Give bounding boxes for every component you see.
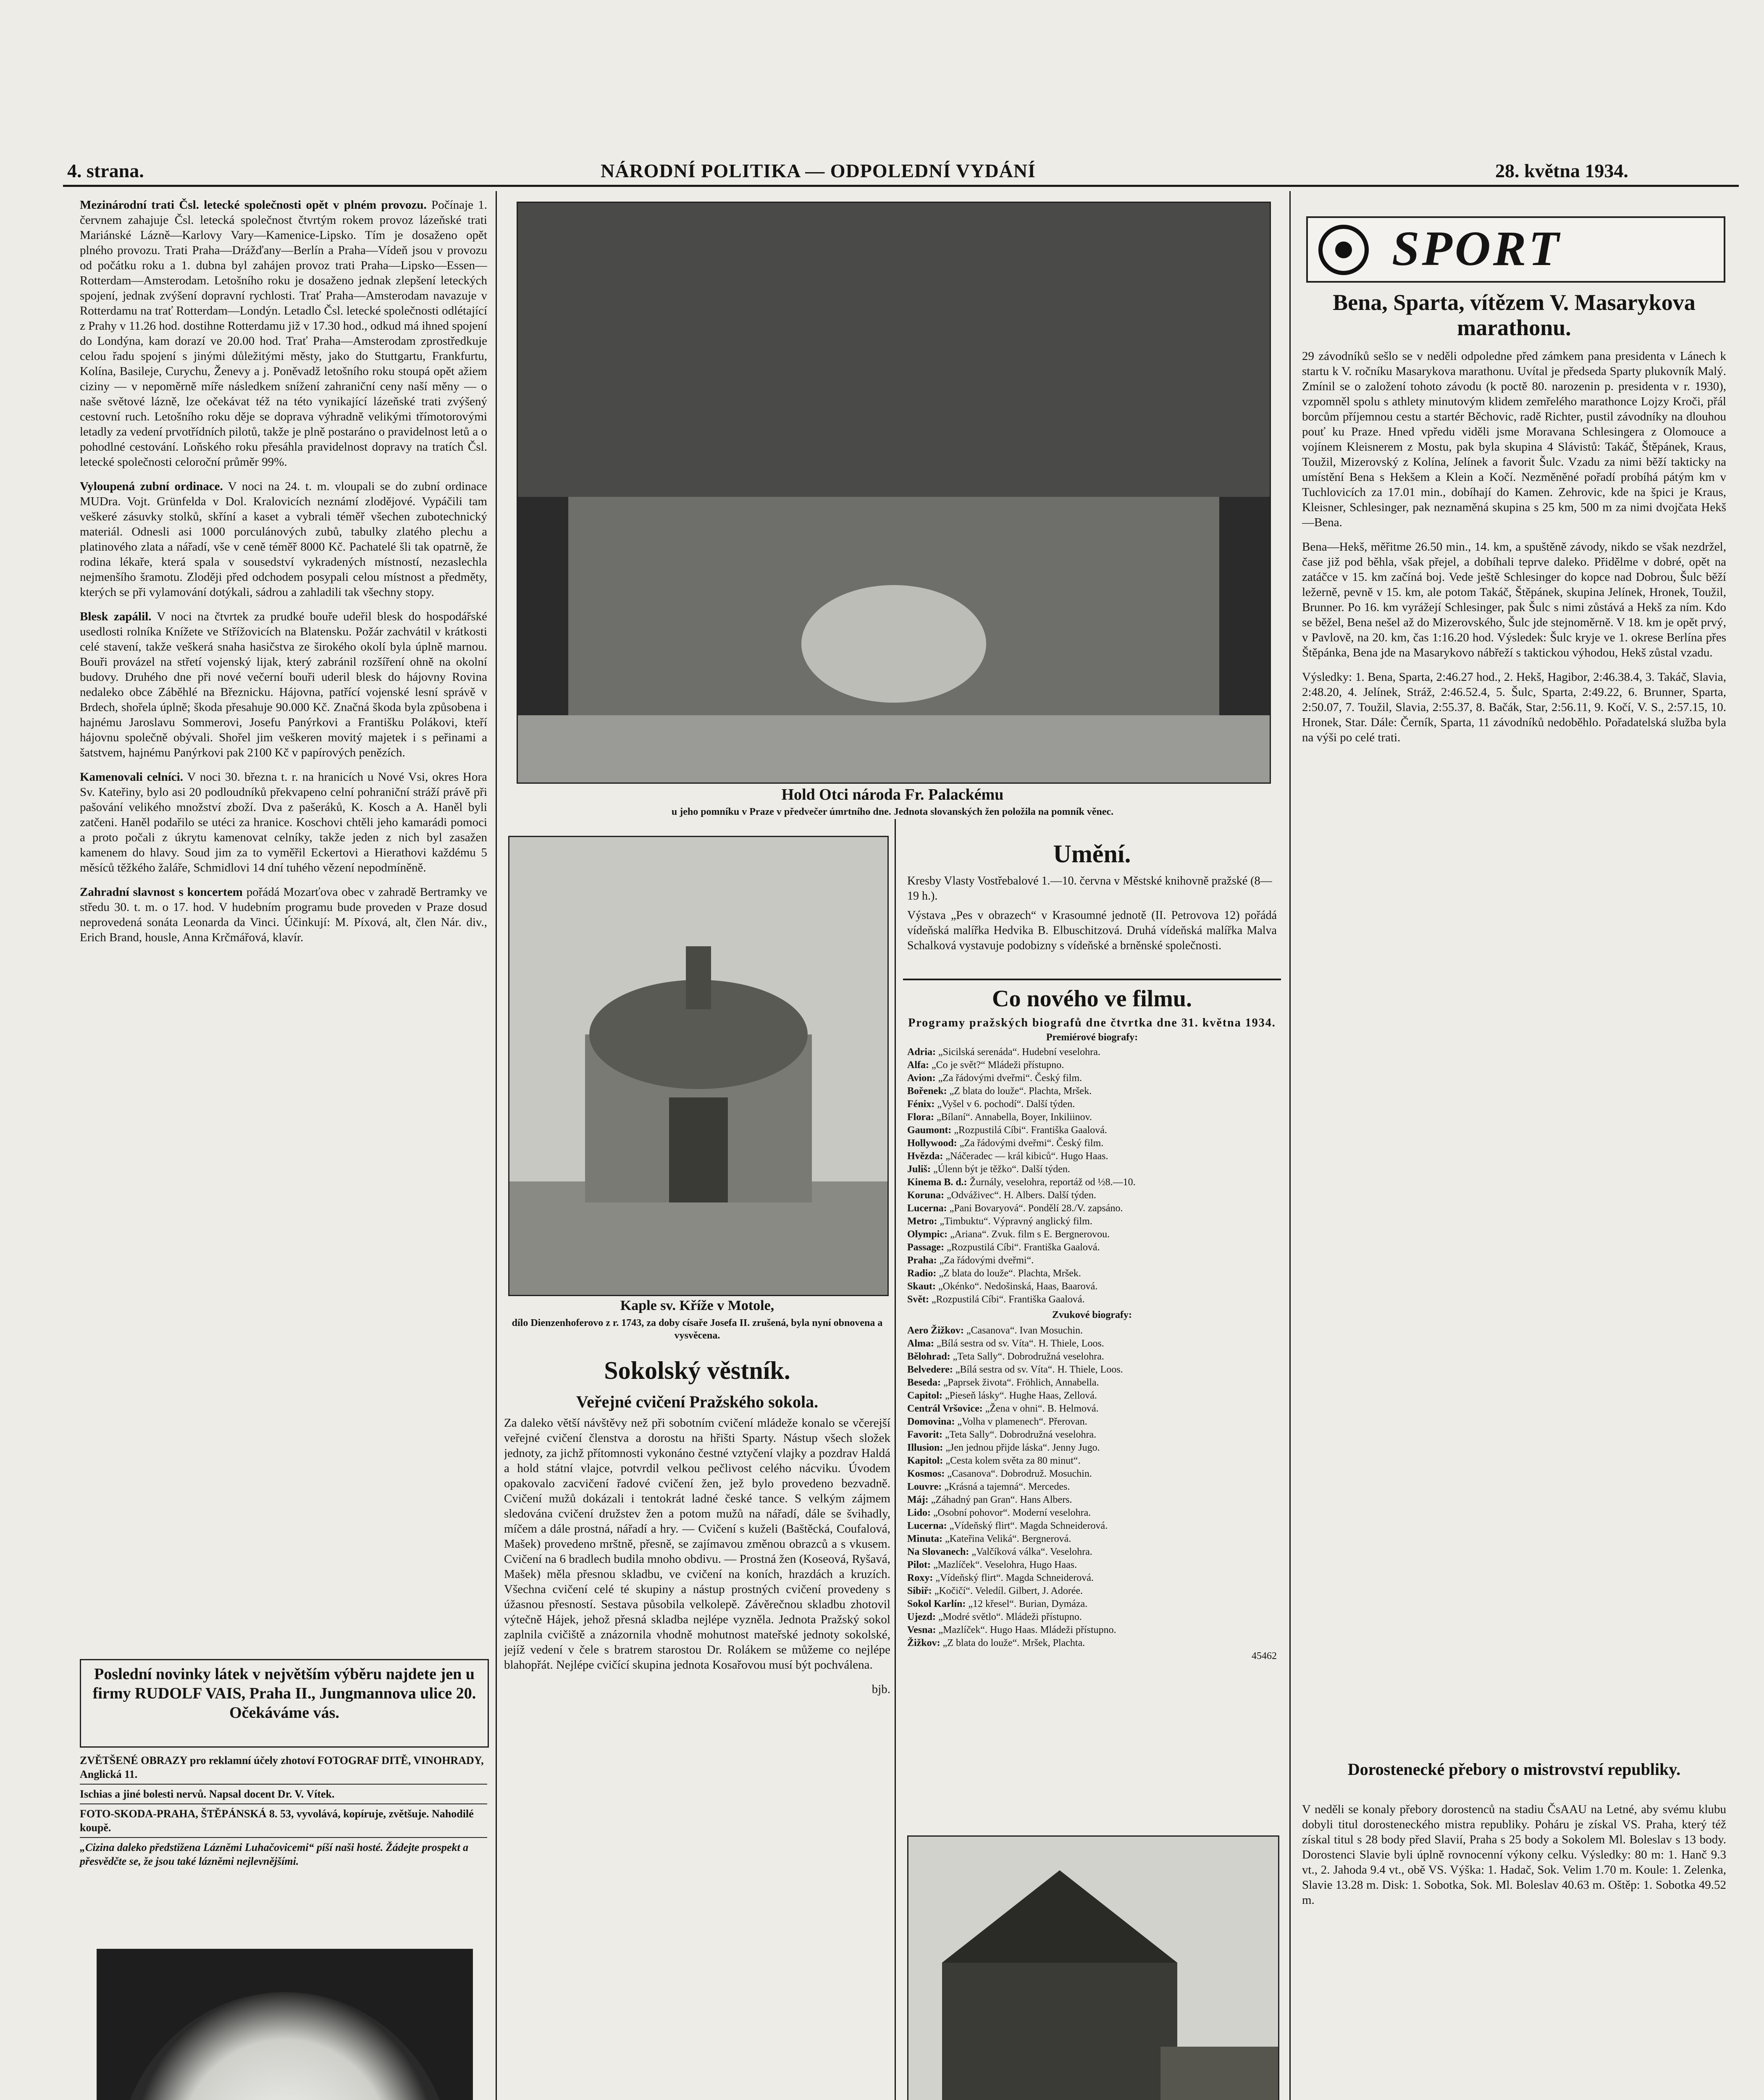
header-rule bbox=[63, 185, 1739, 187]
column-rule-2 bbox=[1289, 191, 1291, 2100]
film-listing: Alfa: „Co je svět?“ Mládeži přístupno. bbox=[907, 1060, 1064, 1071]
film-block bbox=[907, 1016, 1277, 1663]
small-ads bbox=[80, 1754, 487, 1871]
film-listing: Alma: „Bílá sestra od sv. Víta“. H. Thiele, Loos. bbox=[907, 1338, 1104, 1349]
chapel-caption: Kaple sv. Kříže v Motole, bbox=[620, 1298, 774, 1313]
left-column-text bbox=[80, 197, 487, 1667]
article-head-airline: Mezinárodní trati Čsl. letecké společnosti opět v plném provozu. bbox=[80, 198, 427, 212]
ad-luhacovice: „Cizina daleko předstižena Lázněmi Luhačovicemi“ píší naši hosté. Žádejte prospekt a přesvědčte se, že jsou také lázněmi nejlevnějšími. bbox=[80, 1841, 469, 1867]
sport-banner bbox=[1306, 216, 1725, 283]
film-listing: Gaumont: „Rozpustilá Cíbi“. Františka Gaalová. bbox=[907, 1125, 1107, 1136]
marathon-para-1: 29 závodníků sešlo se v neděli odpoledne před zámkem pana presidenta v Lánech k startu k V. ročníku Masarykova marathonu. Uvítal je předseda Sparty plukovník Malý. Zmínil se o založení tohoto závodu (k poctě 80. narozenin p. presidenta v r. 1930), vzpomněl spolu s athlety minutovým klidem zemřelého marathonce Lojzy Kroči, přál borcům příjemnou cestu a startér Běchovic, radě Richter, pustil závodníky na dlouhou pouť ku Praze. Hned vpředu viděli jsme Moravana Schlesingera z Olomouce a vojínem Kleisnerem z Mostu, pak byla skupina 4 Slávistů: Takáč, Štěpánek, Kraus, Toužil, Mizerovský z Kolína, Jelínek a favorit Šulc. Vzadu za nimi běží takticky na umístění Bena s Hekšem a Klein a Kočí. Nezměněné pořadí probíhá pátým km v Tuchlovicích za 17.01 min., dobíhají do Kamen. Zehrovic, kde na špici je Kraus, Kleisner, Schlesinger, pak neznaměná skupina s 25 km, 500 m za nimi dvojčata Hekš—Bena. bbox=[1302, 349, 1726, 529]
palacky-caption: Hold Otci národa Fr. Palackému bbox=[781, 786, 1004, 803]
film-listing: Hollywood: „Za řádovými dveřmi“. Český film. bbox=[907, 1138, 1104, 1149]
marathon-article bbox=[1302, 349, 1726, 1449]
ad-dite: ZVĚTŠENÉ OBRAZY pro reklamní účely zhotoví FOTOGRAF DITĚ, VINOHRADY, Anglická 11. bbox=[80, 1754, 487, 1785]
article-head-customs: Kamenovali celníci. bbox=[80, 770, 183, 784]
film-listing: Centrál Vršovice: „Žena v ohni“. B. Helmová. bbox=[907, 1403, 1099, 1414]
dorost-article bbox=[1302, 1802, 1726, 2100]
sokol-title: Sokolský věstník. bbox=[604, 1357, 790, 1384]
film-listing: Roxy: „Vídeňský flirt“. Magda Schneiderová. bbox=[907, 1572, 1094, 1583]
sokol-headline: Veřejné cvičení Pražského sokola. bbox=[576, 1392, 819, 1411]
film-listing: Fénix: „Vyšel v 6. pochodí“. Další týden. bbox=[907, 1099, 1075, 1110]
film-code: 45462 bbox=[1252, 1651, 1277, 1662]
marathon-headline: Bena, Sparta, vítězem V. Masarykova marathonu. bbox=[1333, 290, 1696, 340]
film-rule bbox=[903, 979, 1281, 980]
film-listing: Skaut: „Okénko“. Nedošinská, Haas, Baarová. bbox=[907, 1281, 1098, 1292]
palacky-subcaption: u jeho pomníku v Praze v předvečer úmrtního dne. Jednota slovanských žen položila na pomník věnec. bbox=[671, 806, 1114, 817]
film-listing: Favorit: „Teta Sally“. Dobrodružná veselohra. bbox=[907, 1429, 1097, 1440]
film-listing: Olympic: „Ariana“. Zvuk. film s E. Bergnerovou. bbox=[907, 1229, 1110, 1240]
cactus-photo bbox=[97, 1949, 473, 2100]
film-listing: Radio: „Z blata do louže“. Plachta, Mršek. bbox=[907, 1268, 1081, 1279]
marathon-results: Výsledky: 1. Bena, Sparta, 2:46.27 hod., 2. Hekš, Hagibor, 2:46.38.4, 3. Takáč, Slavia, 2:48.20, 4. Jelínek, Stráž, 2:46.52.4, 5. Šulc, Sparta, 2:49.22, 6. Brunner, Sparta, 2:50.07, 7. Toužil, Slavia, 2:55.37, 8. Bačák, Star, 2:56.11, 9. Kočí, V. S., 2:57.15, 10. Hronek, Star. Dále: Černík, Sparta, 11 závodníků nedoběhlo. Pořadatelská služba byla na výši po celé trati. bbox=[1302, 670, 1726, 744]
article-customs: V noci 30. března t. r. na hranicích u Nové Vsi, okres Hora Sv. Kateřiny, bylo asi 20 podloudníků překvapeno celní pohraniční stráží právě při pašování velikého množství zboží. Dva z pašeráků, K. Kosch a A. Haněl byli zatčeni. Haněl podařilo se utéci za hranice. Koschovi chtěli jeho kamarádi pomoci a proto počali z úkrytu kamenovat celníky, takže jeden z nich byl zasažen kamenem do hlavy. Soud jim za to vyměřil Eckertovi a Hierathovi každému 5 měsíců těžkého žaláře, Schmidlovi 14 dní tuhého vězení nepodmíněně. bbox=[80, 770, 487, 874]
cactus-flower-icon bbox=[98, 1950, 472, 2100]
umeni-block bbox=[907, 874, 1277, 953]
film-headline: Programy pražských biografů dne čtvrtka dne 31. května 1934. bbox=[908, 1016, 1276, 1029]
film-listing: Capitol: „Pieseň lásky“. Hughe Haas, Zellová. bbox=[907, 1390, 1097, 1401]
building-icon bbox=[908, 1837, 1278, 2100]
article-head-dentist: Vyloupená zubní ordinace. bbox=[80, 480, 223, 493]
sokol-text: Za dalekо větší návštěvy než při sobotním cvičení mládeže konalo se včerejší veřejné cvičení členstva a dorostu na hřišti Sparty. Nástup všech složek jednoty, za jichž přítomnosti vykonáno čestné vztyčení vlajky a pozdrav Haldá a hold státní vlajce, potvrdil velkou pečlivost celého nácviku. Úvodem opakovalo zacvičení řadové cvičení žen, jež bylo provedeno bezvadně. Cvičení mužů dokázali i tentokrát ladné české tance. S velkým zájmem sledována cvičení družstev žen a potom mužů na nářadí, dále se švihadly, míčem a dále prostná, nářadí a hry. — Cvičení s kuželi (Baštěcká, Coufalová, Mašek) provedeno mrštně, přesně, se zajímavou změnou obrazců a s vkusem. Cvičení na 6 bradlech budila mnoho obdivu. — Prostná žen (Koseová, Ryšavá, Mašek) měla přesnou skladbu, ve cvičení na koních, hrazdách a kruzích. Všechna cvičení celé té skupiny a nástup prostných cvičení provedeny s úžasnou přesností. Sestava působila velkolepě. Závěrečnou skladbu zhotovil výtečně Hájek, jehož přesná skladba nejlépe vyzněla. Jednota Pražský sokol zaplnila cvičiště a znázornila vhodně mohutnost mateřské jednoty sokolské, jejíž vedení v čele s bratrem starostou Dr. Rolákem se můžeme co nejlépe blahopřát. Nejlépe cvičící skupina jednota Kosařovou musí být pochválena. bbox=[504, 1416, 890, 1672]
film-listing: Beseda: „Paprsek života“. Fröhlich, Annabella. bbox=[907, 1377, 1099, 1388]
film-listing: Kosmos: „Casanova“. Dobrodruž. Mosuchin. bbox=[907, 1468, 1092, 1479]
film-listing: Svět: „Rozpustilá Cíbi“. Františka Gaalová. bbox=[907, 1294, 1085, 1305]
film-listing: Juliš: „Úlenn být je těžko“. Další týden. bbox=[907, 1164, 1070, 1175]
film-sub-premiere: Premiérové biografy: bbox=[1046, 1032, 1138, 1043]
film-listing: Koruna: „Odváživec“. H. Albers. Další týden. bbox=[907, 1190, 1096, 1201]
film-listing: Avion: „Za řádovými dveřmi“. Český film. bbox=[907, 1073, 1082, 1084]
ad-vais-text: Poslední novinky látek v největším výběru najdete jen u firmy RUDOLF VAIS, Praha II., Jungmannova ulice 20. Očekáváme vás. bbox=[92, 1665, 476, 1722]
film-listing: Lucerna: „Pani Bovaryová“. Pondělí 28./V. zapsáno. bbox=[907, 1203, 1123, 1214]
masthead: NÁRODNÍ POLITIKA — ODPOLEDNÍ VYDÁNÍ bbox=[601, 160, 1036, 181]
film-listing: Na Slovanech: „Valčíková válka“. Veselohra. bbox=[907, 1546, 1092, 1557]
chapel-building-icon bbox=[509, 837, 887, 1295]
film-listing: Sokol Karlín: „12 křesel“. Burian, Dymáza. bbox=[907, 1599, 1088, 1609]
ad-vais bbox=[80, 1659, 489, 1748]
film-listing: Hvězda: „Náčeradec — král kibiců“. Hugo Haas. bbox=[907, 1151, 1108, 1162]
film-listing: Praha: „Za řádovými dveřmi“. bbox=[907, 1255, 1034, 1266]
page-number: 4. strana. bbox=[67, 160, 144, 181]
umeni-title: Umění. bbox=[1053, 840, 1131, 868]
film-sub-sound: Zvukové biografy: bbox=[1052, 1310, 1132, 1320]
film-listing: Žižkov: „Z blata do louže“. Mršek, Plachta. bbox=[907, 1638, 1085, 1648]
umeni-line: Kresby Vlasty Vostřebalové 1.—10. června v Městské knihovně pražské (8—19 h.). bbox=[907, 874, 1272, 903]
film-listing: Bořenek: „Z blata do louže“. Plachta, Mršek. bbox=[907, 1086, 1092, 1097]
film-listing: Lido: „Osobní pohovor“. Moderní veselohra. bbox=[907, 1507, 1091, 1518]
film-listing: Kapitol: „Cesta kolem světa za 80 minut“. bbox=[907, 1455, 1081, 1466]
article-dentist: V noci na 24. t. m. vloupali se do zubní ordinace MUDra. Vojt. Grünfelda v Dol. Kralovicích neznámí zlodějové. Vypáčili tam veškeré zásuvky stolků, skříní a kaset a vybrali téměř všechen zubotechnický materiál. Odnesli asi 1000 porculánových zubů, tabulky zlatého plechu a platinového zlata a nářadí, vše v ceně téměř 8000 Kč. Pachatelé šli tak opatrně, že rodina lékaře, která spala v sousedství vykradených místností, nezaslechla nejmenšího šramotu. Zloději před odchodem posypali celou místnost a předměty, kterých se při vylamování dotýkali, sádrou a zahladili tak všechny stopy. bbox=[80, 480, 487, 599]
film-listing: Bělohrad: „Teta Sally“. Dobrodružná veselohra. bbox=[907, 1351, 1104, 1362]
umeni-line: Výstava „Pes v obrazech“ v Krasoumné jednotě (II. Petrovova 12) pořádá vídeňská malířka Hedvika B. Elbuschitzová. Druhá vídeňská malířka Malva Schalková vystavuje podobizny s vídeňské a brněnské společnosti. bbox=[907, 909, 1277, 952]
sokol-signature: bjb. bbox=[872, 1683, 890, 1696]
film-listing: Illusion: „Jen jednou přijde láska“. Jenny Jugo. bbox=[907, 1442, 1100, 1453]
film-listing: Aero Žižkov: „Casanova“. Ivan Mosuchin. bbox=[907, 1325, 1083, 1336]
film-listing: Flora: „Bílaní“. Annabella, Boyer, Inkiliinov. bbox=[907, 1112, 1092, 1123]
memorial-scene-icon bbox=[518, 203, 1270, 782]
film-listing: Domovina: „Volha v plamenech“. Přerovan. bbox=[907, 1416, 1087, 1427]
film-listing: Pilot: „Mazlíček“. Veselohra, Hugo Haas. bbox=[907, 1559, 1077, 1570]
dorost-text: V neděli se konaly přebory dorostenců na stadiu ČsAAU na Letné, aby svému klubu dobyli titul dorosteneckého mistra republiky. Poháru je získal VS. Praha, který též získal titul s 28 body před Slavií, Praha s 25 body a Sokolem Ml. Boleslav s 13 body. Dorostenci Slavie byli úplně rovnocenní výkony celku. Výsledky: 80 m: 1. Hanč 9.3 vt., 2. Jahoda 9.4 vt., obě VS. Výška: 1. Hadač, Sok. Velim 1.70 m. Koule: 1. Zelenka, Slavie 13.28 m. Disk: 1. Sobotka, Sok. Ml. Boleslav 40.63 m. Oštěp: 1. Sobotka 49.52 m. bbox=[1302, 1803, 1726, 1907]
film-listing: Metro: „Timbuktu“. Výpravný anglický film. bbox=[907, 1216, 1092, 1227]
film-listing: Louvre: „Krásná a tajemná“. Mercedes. bbox=[907, 1481, 1070, 1492]
sport-banner-text: SPORT bbox=[1392, 221, 1562, 276]
film-title: Co nového ve filmu. bbox=[992, 986, 1192, 1012]
film-listing: Sibiř: „Kočičí“. Veledíl. Gilbert, J. Adorée. bbox=[907, 1586, 1083, 1596]
film-listing: Belvedere: „Bílá sestra od sv. Víta“. H. Thiele, Loos. bbox=[907, 1364, 1123, 1375]
film-listing: Lucerna: „Vídeňský flirt“. Magda Schneiderová. bbox=[907, 1520, 1108, 1531]
marathon-para-2: Bena—Hekš, měřitme 26.50 min., 14. km, a spuštěně závody, nikdo se však nezdržel, čase již pod běhla, však přejel, a dobíhali teprve daleko. Přidělme v dobré, opět na zatáčce v 15. km začíná boj. Vede ještě Schlesinger do kopce nad Dobrou, Šulc běží ležerně, pevně v 15. km, ale potom Takáč, Štěpánek, skupina Jelínek, Hronek, Toužil, Brunner. Po 16. km vyrážejí Schlesinger, pak Šulc s nimi zůstává a Hekš za ním. Kdo se běžel, Bena nešel až do Mizerovského, Šulc jde stejnoměrně. V 18. km je opět prvý, v Pavlově, na 20. km, čas 1:16.20 hod. Výsledek: Šulc kryje ve 1. okrese Berlína přes Štěpánka, Bena jde na Masarykovo nábřeží s taktickou výhodou, Hekš zůstal vzadu. bbox=[1302, 540, 1726, 659]
article-concert: pořádá Mozarťova obec v zahradě Bertramky ve středu 30. t. m. o 17. hod. V hudebním programu bude proveden v Praze dosud neprovedená sonáta Leonarda da Vinci. Účinkují: M. Píxová, alt, člen Nár. div., Erich Brand, housle, Anna Krčmářová, klavír. bbox=[80, 885, 487, 944]
column-rule-3 bbox=[895, 819, 896, 2100]
film-listing: Ujezd: „Modré světlo“. Mládeži přístupno. bbox=[907, 1612, 1082, 1622]
chapel-subcaption: dílo Dienzenhoferovo z r. 1743, za doby císaře Josefa II. zrušená, byla nyní obnovena a vysvěcena. bbox=[512, 1318, 883, 1341]
film-list-premiere bbox=[907, 1046, 1277, 1306]
film-list-sound bbox=[907, 1324, 1277, 1650]
film-listing: Kinema B. d.: Žurnály, veselohra, reportáž od ½8.—10. bbox=[907, 1177, 1136, 1188]
issue-date: 28. května 1934. bbox=[1495, 160, 1628, 181]
column-rule-1 bbox=[496, 191, 497, 2100]
article-airline: Počínaje 1. červnem zahajuje Čsl. letecká společnost čtvrtým rokem provoz lázeňské trati Mariánské Lázně—Karlovy Vary—Kamenice-Lipsko. Tím je dosaženo opět plného provozu. Trati Praha—Drážďany—Berlín a Praha—Vídeň jsou v provozu od počátku roku a 1. dubna byl zahájen provoz trati Praha—Lipsko—Essen—Rotterdam—Amsterodam. Letošního roku je dosaženo jednak zlepšení leteckých spojení, jednak zvýšení dopravní rychlosti. Trať Praha—Amsterodam navazuje v Rotterdamu na trať Rotterdam—Londýn. Letadlo Čsl. letecké společnosti odlétající z Prahy v 11.26 hod. dostihne Rotterdamu již v 17.30 hod., odkud má ihned spojení do Londýna, kam dorazí ve 20.00 hod. Trať Praha—Amsterodam zprostředkuje celou řadu spojení s jinými důležitými městy, jako do Stuttgartu, Frankfurtu, Kolína, Basileje, Curychu, Ženevy a j. Poněvadž letošního roku stoupá opět ažiem ciziny — v nepoměrně míře následkem snížení zahraniční ceny naší měny — o naše světové lázně, lze očekávat též na této vynikající lázeňské trati zvýšený cestovní ruch. Letošního roku děje se doprava výhradně velikými třímotorovými letadly za vedení prvotřídních pilotů, takže je plně postaráno o pravidelnost letů a o pohodlné cestování. Loňského roku přesáhla pravidelnost dopravy na tratích Čsl. letecké společnosti celoroční průměr 99%. bbox=[80, 198, 487, 469]
article-head-concert: Zahradní slavnost s koncertem bbox=[80, 885, 243, 899]
ad-ischias: Ischias a jiné bolesti nervů. Napsal docent Dr. V. Vítek. bbox=[80, 1785, 487, 1804]
film-listing: Máj: „Záhadný pan Gran“. Hans Albers. bbox=[907, 1494, 1072, 1505]
film-listing: Minuta: „Kateřina Veliká“. Bergnerová. bbox=[907, 1533, 1071, 1544]
embankment-photo bbox=[907, 1835, 1279, 2100]
dorost-headline: Dorostenecké přebory o mistrovství republiky. bbox=[1347, 1760, 1681, 1779]
film-listing: Adria: „Sicilská serenáda“. Hudební veselohra. bbox=[907, 1047, 1100, 1058]
palacky-photo bbox=[517, 202, 1271, 784]
sokol-article bbox=[504, 1415, 890, 2100]
chapel-photo bbox=[508, 836, 889, 1296]
film-listing: Passage: „Rozpustilá Cíbi“. Františka Gaalová. bbox=[907, 1242, 1100, 1253]
article-head-lightning: Blesk zapálil. bbox=[80, 610, 152, 623]
sport-emblem-icon bbox=[1312, 220, 1375, 278]
film-listing: Vesna: „Mazlíček“. Hugo Haas. Mládeži přístupno. bbox=[907, 1625, 1116, 1635]
ad-foto-skoda: FOTO-SKODA-PRAHA, ŠTĚPÁNSKÁ 8. 53, vyvolává, kopíruje, zvětšuje. Nahodilé koupě. bbox=[80, 1804, 487, 1838]
article-lightning: V noci na čtvrtek za prudké bouře udeřil blesk do hospodářské usedlosti rolníka Knížete ve Střížovicích na Blatensku. Požár zachvátil v krátkosti celé stavení, takže veškerá snaha hasičstva ze širokého okolí byla úplně marnou. Bouři provázel na střetí vojenský lijak, který zabránil rozšíření ohně na okolní budovy. Druhého dne při nové večerní bouři uderil blesk do hájovny Rovina nedaleko obce Záběhlé na Březnicku. Hájovna, patřící vojenské lesní správě v Brdech, shořela úplně; škoda přesahuje 90.000 Kč. Značná škoda byla způsobena i hajnému Jaroslavu Sommerovi, Josefu Panýrkovi a Františku Polákovi, kteří hájovnu společně obývali. Shořel jim veškeren movitý majetek i s peřinami a šatstvem, hajnému Panýrkovi pak 2100 Kč v papírových penězích. bbox=[80, 610, 487, 759]
